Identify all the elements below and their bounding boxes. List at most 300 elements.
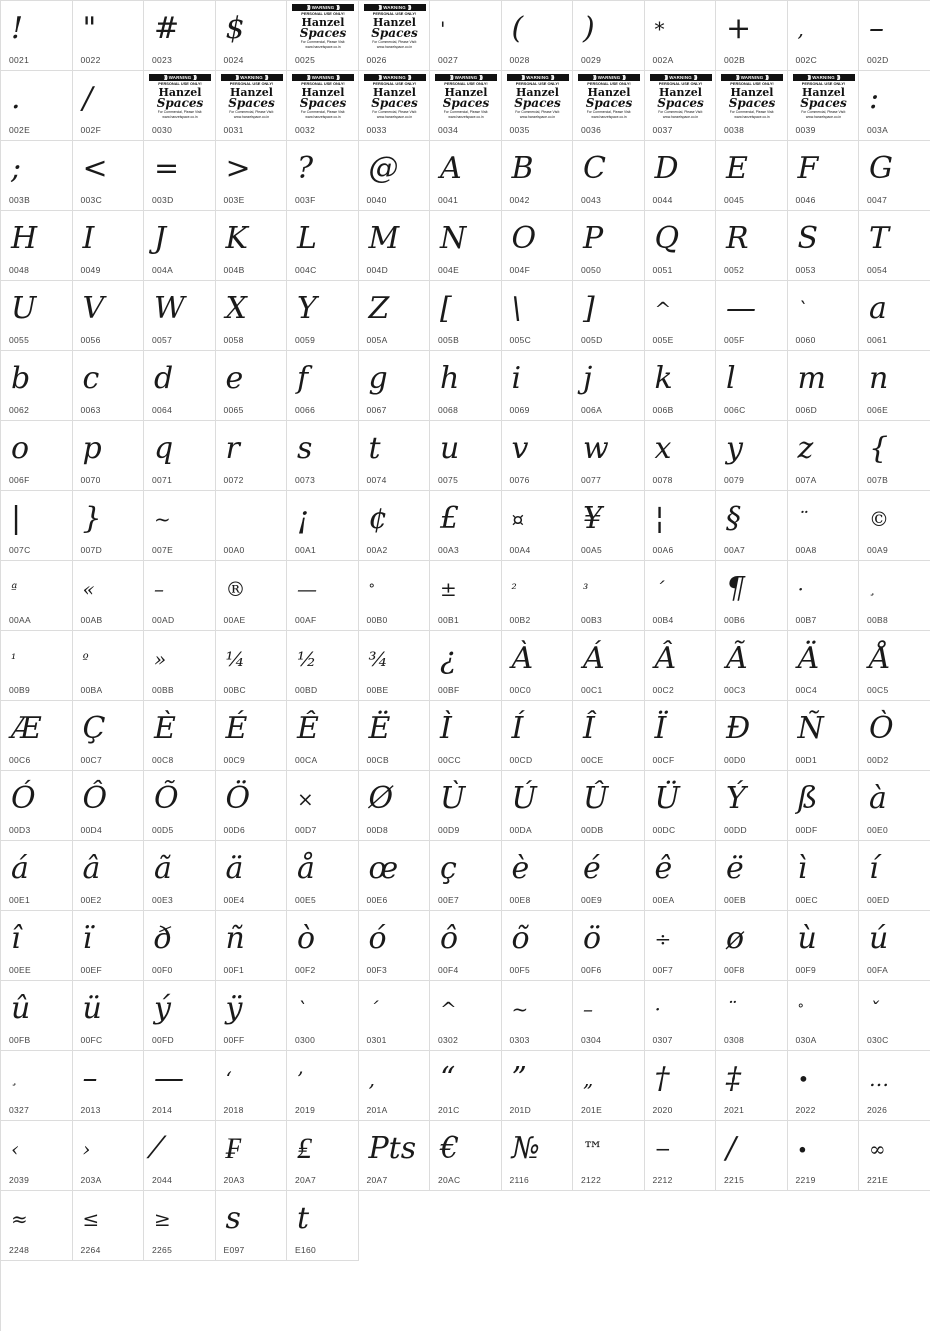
glyph-unicode-label: 005F — [724, 335, 745, 345]
glyph-unicode-label: 0026 — [366, 55, 387, 65]
glyph-cell[interactable] — [859, 211, 930, 281]
glyph-cell[interactable] — [1, 1051, 73, 1121]
glyph-cell[interactable] — [73, 1051, 145, 1121]
glyph-cell[interactable] — [502, 211, 574, 281]
glyph-cell[interactable] — [716, 1, 788, 71]
glyph-unicode-label: 0021 — [9, 55, 30, 65]
glyph-cell[interactable] — [645, 1, 717, 71]
glyph-preview: ¤ — [511, 507, 525, 531]
glyph-cell[interactable] — [287, 841, 359, 911]
glyph-cell[interactable] — [144, 211, 216, 281]
glyph-cell[interactable] — [216, 491, 288, 561]
glyph-cell[interactable] — [1, 841, 73, 911]
glyph-cell[interactable] — [216, 281, 288, 351]
glyph-unicode-label: 0023 — [152, 55, 173, 65]
glyph-cell[interactable] — [859, 491, 930, 561]
glyph-cell[interactable] — [73, 631, 145, 701]
glyph-cell[interactable] — [859, 701, 930, 771]
glyph-cell[interactable] — [645, 71, 717, 141]
glyph-cell[interactable] — [645, 701, 717, 771]
glyph-cell[interactable] — [645, 981, 717, 1051]
glyph-preview: È — [154, 711, 176, 746]
glyph-cell[interactable] — [1, 281, 73, 351]
glyph-preview: № — [511, 1131, 540, 1166]
glyph-preview: F — [797, 151, 819, 186]
glyph-cell[interactable] — [144, 491, 216, 561]
glyph-preview: – — [583, 997, 593, 1021]
glyph-cell[interactable] — [287, 1051, 359, 1121]
personal-use-label: PERSONAL USE ONLY! — [658, 80, 703, 86]
glyph-cell[interactable] — [144, 701, 216, 771]
glyph-cell[interactable] — [144, 71, 216, 141]
glyph-cell[interactable] — [216, 1191, 288, 1261]
glyph-cell[interactable] — [788, 491, 860, 561]
glyph-cell[interactable] — [287, 701, 359, 771]
glyph-cell[interactable] — [859, 71, 930, 141]
website-url: www.hanzelspace.co.in — [591, 114, 627, 119]
brand-line-1: Hanzel — [516, 85, 559, 99]
glyph-cell[interactable] — [573, 841, 645, 911]
glyph-cell[interactable] — [216, 1121, 288, 1191]
glyph-preview: c — [82, 361, 100, 396]
glyph-cell[interactable] — [716, 141, 788, 211]
glyph-cell[interactable] — [716, 631, 788, 701]
glyph-cell[interactable] — [359, 841, 431, 911]
glyph-cell[interactable] — [73, 841, 145, 911]
glyph-cell[interactable] — [216, 1051, 288, 1121]
glyph-cell[interactable] — [716, 701, 788, 771]
glyph-cell[interactable] — [1, 631, 73, 701]
glyph-cell[interactable] — [502, 351, 574, 421]
glyph-cell[interactable] — [287, 981, 359, 1051]
glyph-unicode-label: 2215 — [724, 1175, 745, 1185]
glyph-cell[interactable] — [144, 561, 216, 631]
glyph-cell[interactable] — [287, 911, 359, 981]
glyph-cell[interactable] — [502, 561, 574, 631]
glyph-cell[interactable] — [573, 771, 645, 841]
glyph-cell[interactable] — [716, 561, 788, 631]
glyph-cell[interactable] — [359, 491, 431, 561]
glyph-unicode-label: 004D — [366, 265, 389, 275]
glyph-cell[interactable] — [216, 701, 288, 771]
glyph-cell[interactable] — [359, 911, 431, 981]
glyph-preview: z — [797, 431, 814, 466]
glyph-cell[interactable] — [216, 771, 288, 841]
glyph-cell[interactable] — [144, 1121, 216, 1191]
chevron-right-icon: )))) — [193, 74, 196, 81]
glyph-cell[interactable] — [859, 351, 930, 421]
glyph-cell[interactable] — [73, 491, 145, 561]
glyph-cell[interactable] — [573, 1, 645, 71]
glyph-cell[interactable] — [144, 281, 216, 351]
glyph-cell[interactable] — [216, 71, 288, 141]
glyph-cell[interactable] — [359, 701, 431, 771]
glyph-cell[interactable] — [716, 71, 788, 141]
glyph-cell[interactable] — [645, 1121, 717, 1191]
glyph-cell[interactable] — [502, 701, 574, 771]
glyph-cell[interactable] — [430, 981, 502, 1051]
glyph-unicode-label: 0059 — [295, 335, 316, 345]
glyph-unicode-label: 00A0 — [223, 545, 245, 555]
glyph-cell[interactable] — [430, 771, 502, 841]
glyph-cell[interactable] — [859, 841, 930, 911]
glyph-cell[interactable] — [430, 561, 502, 631]
personal-use-label: PERSONAL USE ONLY! — [515, 80, 560, 86]
glyph-cell[interactable] — [1, 211, 73, 281]
glyph-cell[interactable] — [430, 211, 502, 281]
glyph-cell[interactable] — [788, 911, 860, 981]
glyph-cell[interactable] — [573, 281, 645, 351]
glyph-cell[interactable] — [216, 211, 288, 281]
glyph-cell[interactable] — [144, 1, 216, 71]
glyph-cell[interactable] — [1, 491, 73, 561]
glyph-cell[interactable] — [144, 771, 216, 841]
glyph-cell[interactable] — [645, 631, 717, 701]
glyph-preview: G — [869, 151, 893, 186]
glyph-cell[interactable] — [430, 631, 502, 701]
glyph-cell[interactable] — [573, 981, 645, 1051]
glyph-cell[interactable] — [73, 561, 145, 631]
glyph-cell[interactable] — [788, 351, 860, 421]
glyph-cell[interactable] — [287, 631, 359, 701]
glyph-cell[interactable] — [144, 141, 216, 211]
glyph-cell[interactable] — [502, 491, 574, 561]
glyph-cell[interactable] — [788, 771, 860, 841]
glyph-cell[interactable] — [859, 1, 930, 71]
glyph-unicode-label: 00DA — [509, 825, 532, 835]
glyph-cell[interactable] — [287, 421, 359, 491]
glyph-cell[interactable] — [716, 351, 788, 421]
glyph-cell[interactable] — [430, 841, 502, 911]
glyph-cell[interactable] — [359, 1, 431, 71]
glyph-cell[interactable] — [859, 631, 930, 701]
glyph-cell[interactable] — [1, 351, 73, 421]
glyph-cell[interactable] — [73, 771, 145, 841]
glyph-cell[interactable] — [359, 771, 431, 841]
glyph-cell[interactable] — [287, 771, 359, 841]
glyph-unicode-label: 2021 — [724, 1105, 745, 1115]
glyph-cell[interactable] — [287, 491, 359, 561]
glyph-cell[interactable] — [73, 981, 145, 1051]
glyph-cell[interactable] — [430, 351, 502, 421]
glyph-cell[interactable] — [788, 281, 860, 351]
glyph-cell[interactable] — [788, 211, 860, 281]
glyph-cell[interactable] — [73, 1121, 145, 1191]
glyph-cell[interactable] — [716, 841, 788, 911]
glyph-cell[interactable] — [144, 421, 216, 491]
glyph-cell[interactable] — [502, 71, 574, 141]
glyph-cell[interactable] — [859, 281, 930, 351]
glyph-cell[interactable] — [788, 421, 860, 491]
glyph-unicode-label: 2219 — [795, 1175, 816, 1185]
glyph-unicode-label: 00FF — [223, 1035, 245, 1045]
glyph-cell[interactable] — [859, 771, 930, 841]
glyph-cell[interactable] — [430, 1051, 502, 1121]
glyph-cell[interactable] — [144, 981, 216, 1051]
glyph-cell[interactable] — [788, 561, 860, 631]
glyph-cell[interactable] — [645, 351, 717, 421]
glyph-cell[interactable] — [859, 141, 930, 211]
glyph-cell[interactable] — [716, 911, 788, 981]
glyph-cell[interactable] — [430, 421, 502, 491]
glyph-unicode-label: 005C — [509, 335, 532, 345]
glyph-unicode-label: 003B — [9, 195, 31, 205]
glyph-cell[interactable] — [144, 1051, 216, 1121]
glyph-cell[interactable] — [144, 1191, 216, 1261]
glyph-cell[interactable] — [73, 421, 145, 491]
glyph-cell[interactable] — [573, 1051, 645, 1121]
glyph-preview: ÷ — [654, 927, 672, 951]
glyph-cell[interactable] — [573, 71, 645, 141]
glyph-cell[interactable] — [788, 701, 860, 771]
glyph-cell[interactable] — [645, 211, 717, 281]
glyph-cell[interactable] — [645, 1051, 717, 1121]
glyph-unicode-label: 00A6 — [652, 545, 674, 555]
glyph-cell[interactable] — [573, 561, 645, 631]
glyph-cell[interactable] — [359, 1121, 431, 1191]
glyph-unicode-label: 002E — [9, 125, 31, 135]
glyph-cell[interactable] — [716, 211, 788, 281]
glyph-cell[interactable] — [1, 1121, 73, 1191]
glyph-cell[interactable] — [216, 351, 288, 421]
glyph-cell[interactable] — [788, 1121, 860, 1191]
glyph-cell[interactable] — [430, 911, 502, 981]
glyph-cell[interactable] — [716, 1121, 788, 1191]
glyph-cell[interactable] — [359, 561, 431, 631]
glyph-unicode-label: 0078 — [652, 475, 673, 485]
glyph-cell[interactable] — [502, 1121, 574, 1191]
glyph-preview: Ç — [82, 711, 106, 746]
personal-use-label: PERSONAL USE ONLY! — [372, 80, 417, 86]
glyph-unicode-label: 2039 — [9, 1175, 30, 1185]
glyph-cell[interactable] — [788, 631, 860, 701]
glyph-cell[interactable] — [502, 631, 574, 701]
glyph-cell[interactable] — [359, 281, 431, 351]
glyph-cell[interactable] — [216, 911, 288, 981]
glyph-cell[interactable] — [859, 561, 930, 631]
glyph-cell[interactable] — [73, 211, 145, 281]
glyph-cell[interactable] — [73, 701, 145, 771]
warning-bar — [435, 74, 497, 81]
glyph-unicode-label: 00F5 — [509, 965, 531, 975]
glyph-cell[interactable] — [216, 841, 288, 911]
glyph-cell[interactable] — [788, 841, 860, 911]
glyph-cell[interactable] — [430, 491, 502, 561]
glyph-cell[interactable] — [573, 421, 645, 491]
glyph-cell[interactable] — [645, 841, 717, 911]
glyph-preview — [216, 495, 287, 543]
glyph-cell[interactable] — [216, 631, 288, 701]
glyph-cell[interactable] — [287, 71, 359, 141]
glyph-cell[interactable] — [73, 1, 145, 71]
glyph-preview: ¸ — [11, 1071, 18, 1087]
glyph-preview: ü — [82, 991, 102, 1026]
glyph-cell[interactable] — [144, 911, 216, 981]
glyph-cell[interactable] — [1, 981, 73, 1051]
glyph-unicode-label: 0069 — [509, 405, 530, 415]
glyph-cell[interactable] — [287, 561, 359, 631]
glyph-preview: ® — [225, 577, 246, 601]
commercial-note-line: For Commercial, Please Visit: — [229, 110, 274, 115]
brand-line-1: Hanzel — [230, 85, 273, 99]
glyph-cell[interactable] — [645, 421, 717, 491]
chevron-left-icon: )))) — [235, 74, 239, 81]
glyph-cell[interactable] — [287, 141, 359, 211]
glyph-cell[interactable] — [287, 281, 359, 351]
glyph-cell[interactable] — [73, 1191, 145, 1261]
glyph-cell[interactable] — [788, 1051, 860, 1121]
glyph-preview: ô — [440, 921, 459, 956]
glyph-cell[interactable] — [359, 141, 431, 211]
glyph-cell[interactable] — [359, 351, 431, 421]
glyph-cell[interactable] — [502, 281, 574, 351]
glyph-cell[interactable] — [573, 491, 645, 561]
glyph-cell[interactable] — [788, 981, 860, 1051]
glyph-cell[interactable] — [645, 281, 717, 351]
glyph-cell[interactable] — [502, 911, 574, 981]
glyph-cell[interactable] — [1, 701, 73, 771]
glyph-cell[interactable] — [645, 911, 717, 981]
glyph-cell[interactable] — [430, 1121, 502, 1191]
glyph-cell[interactable] — [573, 211, 645, 281]
glyph-unicode-label: 0029 — [581, 55, 602, 65]
glyph-cell[interactable] — [359, 211, 431, 281]
glyph-cell[interactable] — [788, 141, 860, 211]
glyph-unicode-label: 00FD — [152, 1035, 174, 1045]
glyph-preview: ç — [440, 851, 457, 886]
glyph-cell[interactable] — [859, 911, 930, 981]
glyph-preview: Ì — [440, 711, 452, 746]
glyph-cell[interactable] — [73, 351, 145, 421]
warning-bar — [292, 4, 354, 11]
glyph-preview: ` — [297, 997, 307, 1021]
glyph-cell[interactable] — [859, 1121, 930, 1191]
glyph-cell[interactable] — [287, 1121, 359, 1191]
glyph-cell[interactable] — [359, 631, 431, 701]
glyph-unicode-label: 00C3 — [724, 685, 746, 695]
chevron-right-icon: )))) — [693, 74, 697, 81]
glyph-cell[interactable] — [144, 631, 216, 701]
glyph-unicode-label: 2212 — [652, 1175, 673, 1185]
glyph-cell[interactable] — [716, 771, 788, 841]
glyph-cell[interactable] — [788, 1, 860, 71]
glyph-unicode-label: 003E — [223, 195, 245, 205]
glyph-cell[interactable] — [73, 911, 145, 981]
glyph-cell[interactable] — [645, 771, 717, 841]
chevron-left-icon: )))) — [807, 74, 811, 81]
glyph-cell[interactable] — [359, 1051, 431, 1121]
glyph-cell[interactable] — [1, 421, 73, 491]
glyph-cell[interactable] — [502, 141, 574, 211]
glyph-cell[interactable] — [287, 1191, 359, 1261]
glyph-unicode-label: 00F7 — [652, 965, 674, 975]
glyph-cell[interactable] — [716, 1051, 788, 1121]
glyph-preview: ° — [797, 1001, 804, 1017]
glyph-cell[interactable] — [73, 71, 145, 141]
brand-line-1: Hanzel — [301, 85, 345, 99]
glyph-cell[interactable] — [359, 71, 431, 141]
glyph-cell[interactable] — [216, 981, 288, 1051]
glyph-cell[interactable] — [359, 421, 431, 491]
glyph-cell[interactable] — [1, 71, 73, 141]
glyph-unicode-label: 2265 — [152, 1245, 173, 1255]
glyph-cell[interactable] — [502, 1, 574, 71]
glyph-cell[interactable] — [573, 701, 645, 771]
glyph-cell[interactable] — [502, 981, 574, 1051]
glyph-unicode-label: 0047 — [867, 195, 888, 205]
glyph-preview: † — [654, 1061, 670, 1096]
glyph-cell[interactable] — [216, 141, 288, 211]
glyph-cell[interactable] — [1, 911, 73, 981]
glyph-cell[interactable] — [430, 281, 502, 351]
glyph-cell[interactable] — [287, 1, 359, 71]
glyph-preview: Ð — [726, 711, 751, 746]
glyph-cell[interactable] — [573, 911, 645, 981]
glyph-cell[interactable] — [716, 981, 788, 1051]
glyph-cell[interactable] — [859, 1051, 930, 1121]
glyph-cell[interactable] — [73, 141, 145, 211]
glyph-cell[interactable] — [573, 141, 645, 211]
glyph-cell[interactable] — [216, 421, 288, 491]
glyph-unicode-label: 0056 — [80, 335, 101, 345]
glyph-cell[interactable] — [502, 841, 574, 911]
glyph-cell[interactable] — [144, 351, 216, 421]
glyph-preview: Ä — [797, 641, 820, 676]
glyph-cell[interactable] — [573, 631, 645, 701]
glyph-cell[interactable] — [430, 141, 502, 211]
glyph-cell[interactable] — [359, 981, 431, 1051]
glyph-cell[interactable] — [1, 1191, 73, 1261]
glyph-cell[interactable] — [1, 771, 73, 841]
glyph-cell[interactable] — [645, 561, 717, 631]
glyph-preview: Ñ — [797, 711, 824, 746]
glyph-cell[interactable] — [716, 281, 788, 351]
glyph-cell[interactable] — [645, 491, 717, 561]
glyph-unicode-label: 006D — [795, 405, 818, 415]
warning-bar — [721, 74, 783, 81]
glyph-cell[interactable] — [430, 1, 502, 71]
glyph-cell[interactable] — [573, 351, 645, 421]
glyph-cell[interactable] — [430, 701, 502, 771]
glyph-cell[interactable] — [73, 281, 145, 351]
glyph-cell[interactable] — [859, 421, 930, 491]
glyph-preview: B — [511, 151, 534, 186]
glyph-cell[interactable] — [216, 561, 288, 631]
glyph-cell[interactable] — [430, 71, 502, 141]
glyph-unicode-label: 0032 — [295, 125, 316, 135]
glyph-cell[interactable] — [502, 771, 574, 841]
glyph-unicode-label: 002A — [652, 55, 674, 65]
glyph-cell[interactable] — [645, 141, 717, 211]
glyph-cell[interactable] — [573, 1121, 645, 1191]
glyph-cell[interactable] — [144, 841, 216, 911]
glyph-cell[interactable] — [716, 491, 788, 561]
glyph-cell[interactable] — [716, 421, 788, 491]
glyph-cell[interactable] — [1, 141, 73, 211]
glyph-cell[interactable] — [1, 561, 73, 631]
glyph-unicode-label: 00E3 — [152, 895, 174, 905]
glyph-cell[interactable] — [502, 421, 574, 491]
glyph-preview: H — [11, 221, 38, 256]
glyph-cell[interactable] — [788, 71, 860, 141]
glyph-cell[interactable] — [1, 1, 73, 71]
glyph-cell[interactable] — [287, 211, 359, 281]
personal-use-watermark — [578, 74, 640, 120]
glyph-cell[interactable] — [859, 981, 930, 1051]
glyph-cell[interactable] — [216, 1, 288, 71]
glyph-cell[interactable] — [287, 351, 359, 421]
glyph-cell[interactable] — [502, 1051, 574, 1121]
